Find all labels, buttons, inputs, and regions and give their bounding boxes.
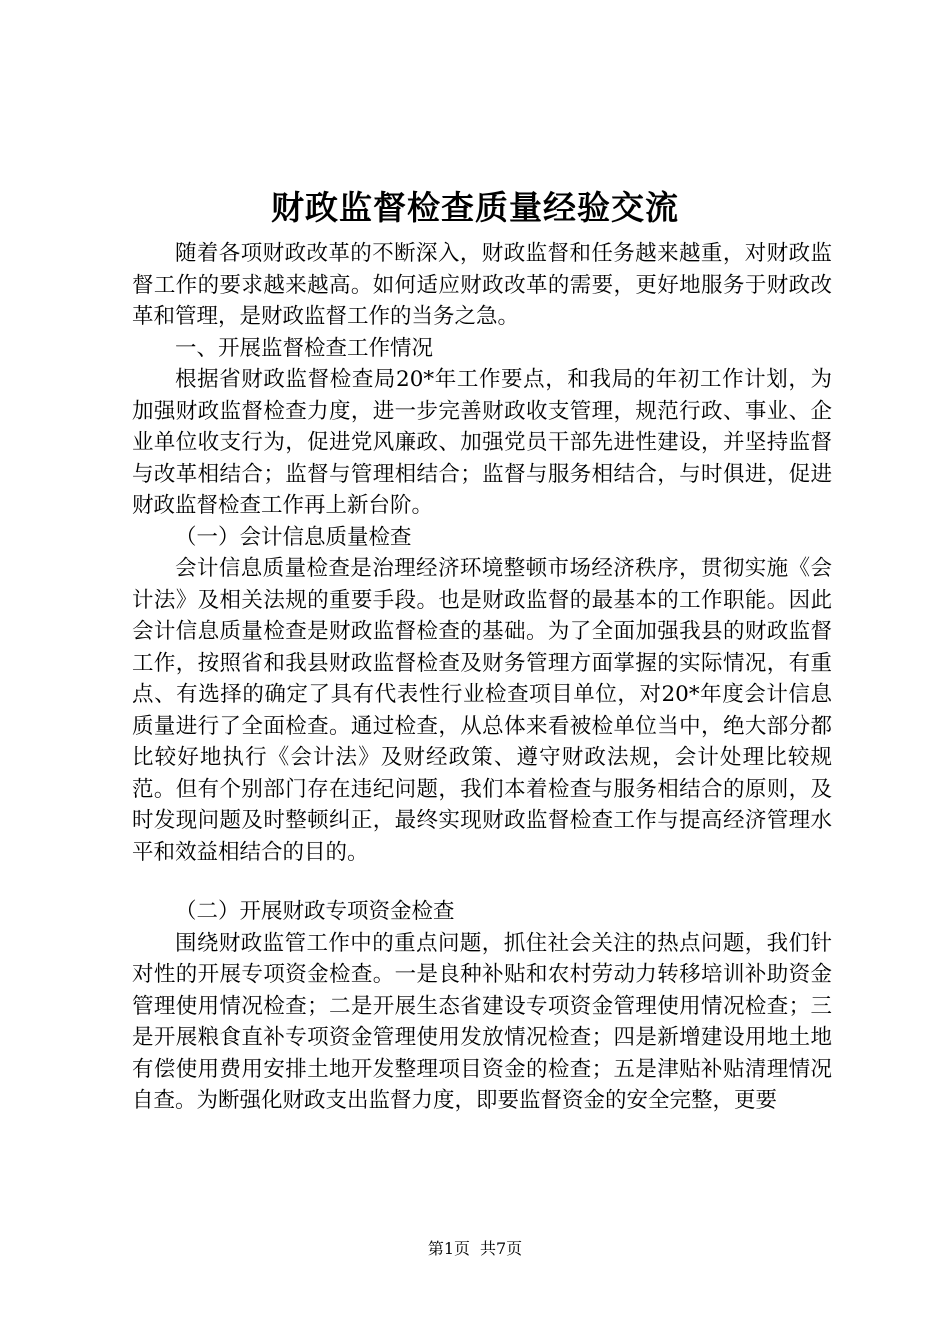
subsection-heading-2: （二）开展财政专项资金检查	[175, 899, 455, 924]
document-title: 财政监督检查质量经验交流	[271, 188, 679, 227]
subsection-heading-1: （一）会计信息质量检查	[175, 524, 412, 550]
paragraph-special-funds: 围绕财政监管工作中的重点问题，抓住社会关注的热点问题，我们针对性的开展专项资金检查。一是良种补贴和农村劳动力转移培训补助资金管理使用情况检查；二是开展生态省建设专项资金管理使用情况检查；三是开展粮食直补专项资金管理使用发放情况检查；四是新增建设用地土地有偿使用费用安排土地开发整理项目资金的检查；五是津贴补贴清理情况自查。为断强化财政支出监督力度，即要监督资金的安全完整，更要	[132, 930, 832, 1113]
section-heading-1: 一、开展监督检查工作情况	[175, 335, 434, 361]
paragraph-work-plan: 根据省财政监督检查局20*年工作要点，和我局的年初工作计划，为加强财政监督检查力度，进一步完善财政收支管理，规范行政、事业、企业单位收支行为，促进党风廉政、加强党员干部先进性建设，并坚持监督与改革相结合；监督与管理相结合；监督与服务相结合，与时俱进，促进财政监督检查工作再上新台阶。	[132, 367, 832, 518]
page-total: 共7页	[480, 1239, 523, 1258]
page-number: 第1页	[427, 1239, 470, 1258]
paragraph-accounting-check: 会计信息质量检查是治理经济环境整顿市场经济秩序，贯彻实施《会计法》及相关法规的重要手段。也是财政监督的最基本的工作职能。因此会计信息质量检查是财政监督检查的基础。为了全面加强我县的财政监督工作，按照省和我县财政监督检查及财务管理方面掌握的实际情况，有重点、有选择的确定了具有代表性行业检查项目单位，对20*年度会计信息质量进行了全面检查。通过检查，从总体来看被检单位当中，绝大部分都比较好地执行《会计法》及财经政策、遵守财政法规，会计处理比较规范。但有个别部门存在违纪问题，我们本着检查与服务相结合的原则，及时发现问题及时整顿纠正，最终实现财政监督检查工作与提高经济管理水平和效益相结合的目的。	[132, 556, 832, 865]
page-footer	[0, 1238, 950, 1260]
paragraph-intro: 随着各项财政改革的不断深入，财政监督和任务越来越重，对财政监督工作的要求越来越高。如何适应财政改革的需要，更好地服务于财政改革和管理，是财政监督工作的当务之急。	[132, 241, 832, 329]
document-body	[132, 238, 832, 1117]
